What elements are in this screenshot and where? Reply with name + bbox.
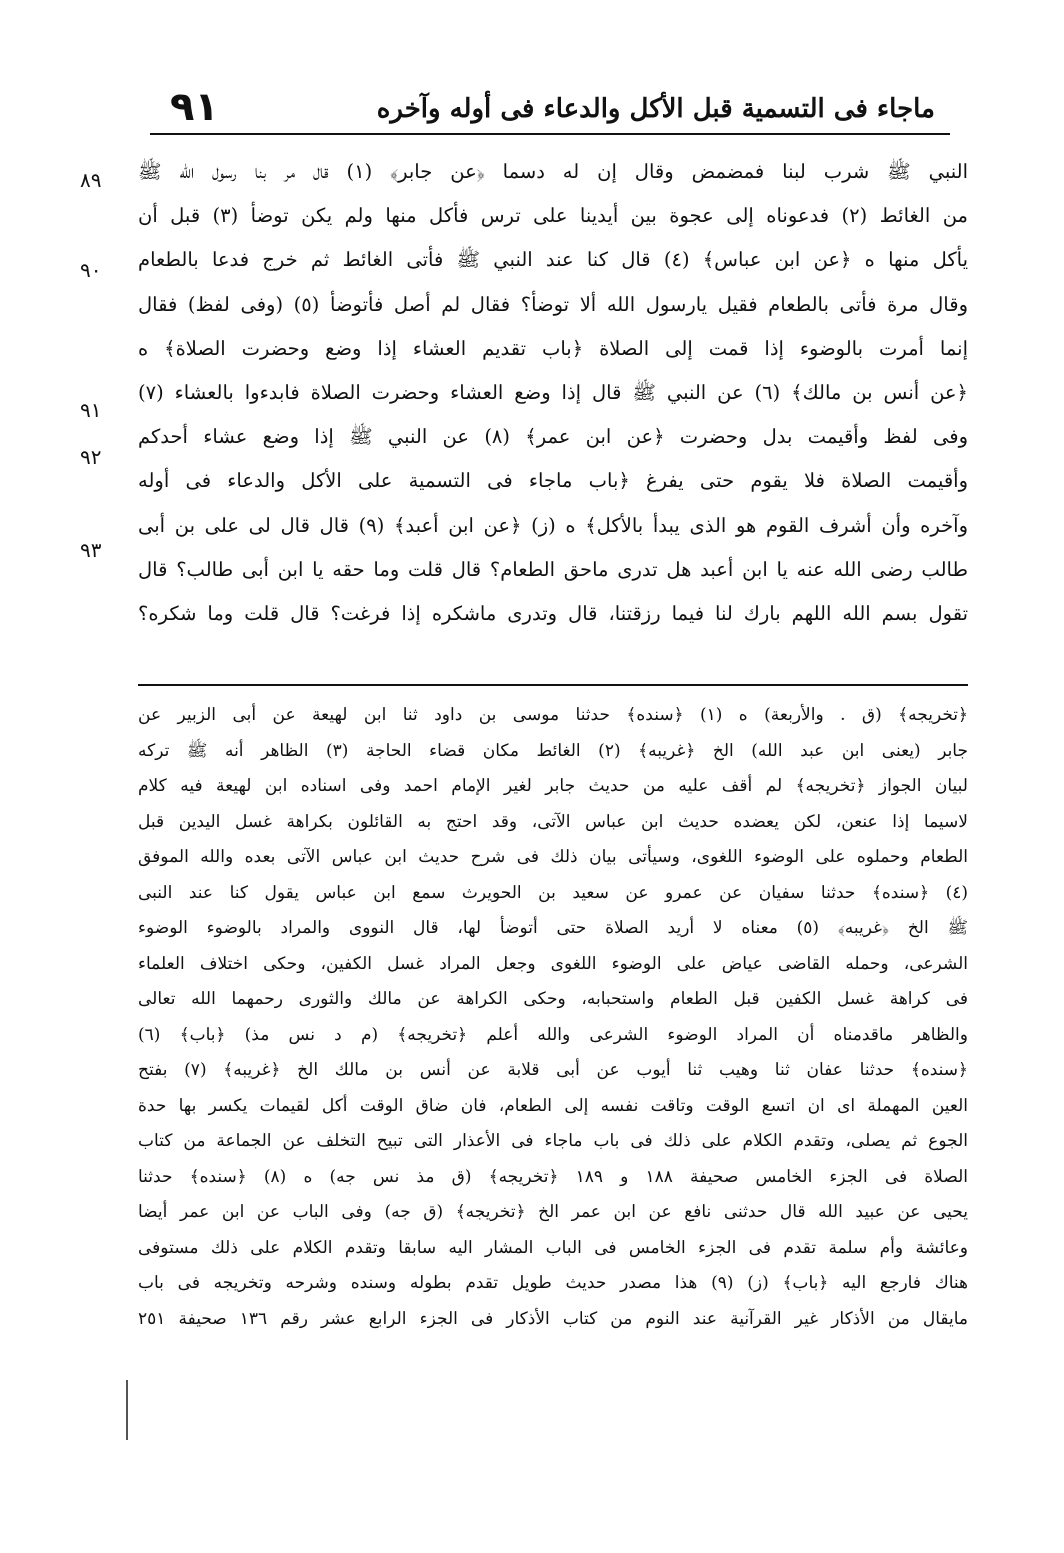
main-line: وآخره وأن أشرف القوم هو الذى يبدأ بالأكل﴾ ه (ز) ﴿عن ابن أعبد﴾ (٩) قال قال لى على بن أبى <box>138 513 968 537</box>
footnote-line: والظاهر ماقدمناه أن المراد الوضوء الشرعى والله أعلم ﴿تخريجه﴾ (م د نس مذ) ﴿باب﴾ (٦) <box>138 1024 968 1045</box>
main-line: وأقيمت الصلاة فلا يقوم حتى يفرغ ﴿باب ماجاء فى التسمية على الأكل والدعاء فى أوله <box>138 469 968 493</box>
main-line: النبي ﷺ شرب لبنا فمضمض وقال إن له دسما ﴿عن جابر﴾ (١) قال مر بنا رسول الله ﷺ <box>138 160 968 183</box>
page-header <box>150 84 945 134</box>
main-line: إنما أمرت بالوضوء إذا قمت إلى الصلاة ﴿باب تقديم العشاء إذا وضع وحضرت الصلاة﴾ ه <box>138 336 968 360</box>
main-line: يأكل منها ه ﴿عن ابن عباس﴾ (٤) قال كنا عند النبي ﷺ فأتى الغائط ثم خرج فدعا بالطعام <box>138 248 968 272</box>
footnote-line: لبيان الجواز ﴿تخريجه﴾ لم أقف عليه من حديث جابر لغير الإمام احمد وفى اسناده ابن لهيعة فيه كلام <box>138 776 968 796</box>
footnote-line: يحيى عن عبيد الله قال حدثنى نافع عن ابن عمر الخ ﴿تخريجه﴾ (ق جه) وفى الباب عن ابن عمر أيضا <box>138 1202 968 1222</box>
footnote-line: لاسيما إذا عنعن، لكن يعضده حديث ابن عباس الآتى، وقد احتج به القائلون بكراهة غسل اليدين قبل <box>138 811 968 832</box>
footnote-line: العين المهملة اى ان اتسع الوقت وتاقت نفسه إلى الطعام، فان ضاق الوقت أكل لقيمات يكسر بها حدة <box>138 1095 968 1116</box>
footnote-line: وعائشة وأم سلمة تقدم فى الجزء الخامس فى الباب المشار اليه سابقا وتقدم الكلام على ذلك مستوفى <box>138 1237 968 1258</box>
footnote-line: جابر (يعنى ابن عبد الله) الخ ﴿غريبه﴾ (٢) الغائط مكان قضاء الحاجة (٣) الظاهر أنه ﷺ تركه <box>138 740 968 761</box>
footnote-line: مايقال من الأذكار غير القرآنية عند النوم من كتاب الأذكار فى الجزء الرابع عشر رقم ١٣٦ صحيفة ٢٥١ <box>138 1308 968 1329</box>
footnote-line: الطعام وحملوه على الوضوء اللغوى، وسيأتى بيان ذلك فى شرح حديث ابن عباس الآتى بعده والله الموفق <box>138 847 968 867</box>
hadith-number: ٩٢ <box>80 445 102 469</box>
main-line: طالب رضى الله عنه يا ابن أعبد هل تدرى ماحق الطعام؟ قال قلت وما حقه يا ابن أبى طالب؟ قال <box>138 557 968 581</box>
main-line: ﴿عن أنس بن مالك﴾ (٦) عن النبي ﷺ قال إذا وضع العشاء وحضرت الصلاة فابدءوا بالعشاء (٧) <box>138 380 968 404</box>
footnote-line: (٤) ﴿سنده﴾ حدثنا سفيان عن عمرو عن سعيد بن الحويرث سمع ابن عباس يقول كنا عند النبى <box>138 882 968 903</box>
main-text <box>138 150 968 636</box>
footnote-line: الشرعى، وحمله القاضى عياض على الوضوء اللغوى وجعل المراد غسل الكفين، وحكى اختلاف العلماء <box>138 953 968 974</box>
main-line: من الغائط (٢) فدعوناه إلى عجوة بين أيدينا على ترس فأكل منها ولم يكن توضأ (٣) قبل أن <box>138 204 968 228</box>
margin-mark <box>126 1380 128 1440</box>
hadith-number: ٩٠ <box>80 258 102 282</box>
footnote-line: ﴿تخريجه﴾ (ق . والأربعة) ه (١) ﴿سنده﴾ حدثنا موسى بن داود ثنا ابن لهيعة عن أبى الزبير عن <box>138 705 968 725</box>
footnote-line: فى كراهة غسل الكفين قبل الطعام واستحبابه، وحكى الكراهة عن مالك والثورى رحمهما الله تعالى <box>138 989 968 1009</box>
header-rule <box>150 133 950 135</box>
hadith-number: ٩١ <box>80 398 102 422</box>
footnotes <box>138 698 968 1337</box>
page-number: ٩١ <box>170 84 219 130</box>
main-line: وفى لفظ وأقيمت بدل وحضرت ﴿عن ابن عمر﴾ (٨) عن النبي ﷺ إذا وضع عشاء أحدكم <box>138 425 968 449</box>
hadith-number: ٨٩ <box>80 168 102 192</box>
footnote-rule <box>138 684 968 686</box>
footnote-line: الجوع ثم يصلى، وتقدم الكلام على ذلك فى باب ماجاء فى الأعذار التى تبيح التخلف عن الجماعة من كتاب <box>138 1131 968 1151</box>
footnote-line: ﷺ الخ ﴿غريبه﴾ (٥) معناه لا أريد الصلاة حتى أتوضأ لها، قال النووى والمراد بالوضوء الوضوء <box>138 918 968 938</box>
footnote-line: هناك فارجع اليه ﴿باب﴾ (ز) (٩) هذا مصدر حديث طويل تقدم بطوله وسنده وشرحه وتخريجه فى باب <box>138 1273 968 1293</box>
footnote-line: ﴿سنده﴾ حدثنا عفان ثنا وهيب ثنا أيوب عن أبى قلابة عن أنس بن مالك الخ ﴿غريبه﴾ (٧) بفتح <box>138 1060 968 1080</box>
hadith-number: ٩٣ <box>80 538 102 562</box>
footnote-line: الصلاة فى الجزء الخامس صحيفة ١٨٨ و ١٨٩ ﴿تخريجه﴾ (ق مذ نس جه) ه (٨) ﴿سنده﴾ حدثنا <box>138 1166 968 1187</box>
running-title: ماجاء فى التسمية قبل الأكل والدعاء فى أوله وآخره <box>376 94 935 124</box>
main-line: تقول بسم الله اللهم بارك لنا فيما رزقتنا، قال وتدرى ماشكره إذا فرغت؟ قال قلت وما شكره؟ <box>138 601 968 625</box>
main-line: وقال مرة فأتى بالطعام فقيل يارسول الله ألا توضأ؟ فقال لم أصل فأتوضأ (٥) (وفى لفظ) فقال <box>138 292 968 316</box>
